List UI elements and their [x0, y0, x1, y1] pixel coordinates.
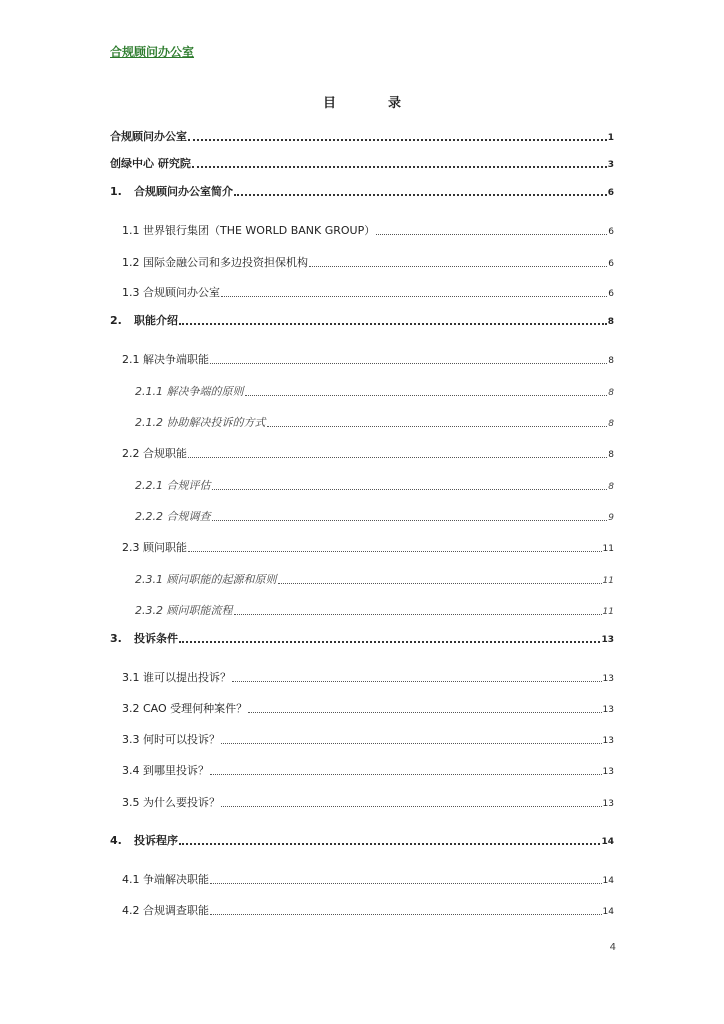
- toc-entry-label: [135, 385, 244, 399]
- toc-entry-page: 8: [608, 356, 614, 366]
- toc-entry-text: 4.2 合规调查职能: [122, 904, 209, 917]
- toc-leader-dots: [212, 481, 608, 490]
- toc-entry-page: 13: [602, 705, 614, 715]
- toc-entry-text: 投诉程序: [134, 834, 178, 847]
- toc-leader-dots: [212, 512, 608, 521]
- toc-entry[interactable]: [110, 157, 614, 172]
- toc-entry-label: [135, 573, 277, 587]
- toc-entry-text: 2.3.1 顾问职能的起源和原则: [135, 573, 277, 586]
- toc-entry-label: [135, 479, 211, 493]
- toc-entry-text: 2.1.2 协助解决投诉的方式: [135, 416, 266, 429]
- toc-entry[interactable]: [122, 671, 614, 686]
- toc-leader-dots: [245, 387, 608, 396]
- toc-leader-dots: [221, 288, 607, 297]
- toc-entry-page: 14: [602, 876, 614, 886]
- toc-leader-dots: [210, 875, 602, 884]
- toc-entry[interactable]: [122, 796, 614, 811]
- toc-entry[interactable]: [135, 510, 614, 525]
- toc-entry-text: 1.1 世界银行集团（THE WORLD BANK GROUP）: [122, 224, 376, 237]
- toc-leader-dots: [234, 606, 602, 615]
- toc-title: 目录: [322, 96, 453, 111]
- toc-entry-page: 8: [607, 317, 614, 327]
- toc-entry-page: 13: [602, 674, 614, 684]
- toc-entry-page: 8: [608, 450, 614, 460]
- toc-entry-label: [135, 604, 233, 618]
- toc-entry-text: 1.3 合规顾问办公室: [122, 286, 220, 299]
- toc-leader-dots: [188, 131, 607, 141]
- toc-entry-page: 8: [608, 388, 614, 398]
- toc-entry-label: [110, 632, 178, 646]
- toc-entry[interactable]: [122, 353, 614, 368]
- toc-leader-dots: [267, 418, 608, 427]
- toc-entry[interactable]: [110, 314, 614, 329]
- toc-entry-text: 合规顾问办公室简介: [134, 185, 233, 198]
- toc-leader-dots: [179, 835, 600, 845]
- toc-entry[interactable]: [135, 385, 614, 400]
- toc-leader-dots: [376, 226, 607, 235]
- toc-entry-page: 14: [601, 837, 614, 847]
- toc-entry-text: 职能介绍: [134, 314, 178, 327]
- toc-entry-label: [122, 764, 209, 778]
- toc-leader-dots: [188, 449, 607, 458]
- toc-leader-dots: [278, 575, 602, 584]
- toc-entry-text: 2.2.2 合规调查: [135, 510, 211, 523]
- toc-leader-dots: [232, 673, 602, 682]
- toc-entry-label: [110, 130, 187, 144]
- toc-entry[interactable]: [122, 764, 614, 779]
- toc-entry-label: [122, 286, 220, 300]
- toc-entry-text: 3.2 CAO 受理何种案件？: [122, 702, 248, 715]
- toc-leader-dots: [248, 704, 601, 713]
- toc-entry[interactable]: [110, 130, 614, 145]
- toc-entry-page: 13: [602, 736, 614, 746]
- toc-entry-label: [122, 671, 231, 685]
- toc-entry-label: [110, 185, 233, 199]
- toc-entry-text: 3.5 为什么要投诉？: [122, 796, 220, 809]
- toc-entry[interactable]: [135, 416, 614, 431]
- toc-leader-dots: [234, 186, 607, 196]
- toc-entry-text: 3.4 到哪里投诉？: [122, 764, 209, 777]
- toc-entry-label: [122, 702, 247, 716]
- toc-entry[interactable]: [122, 733, 614, 748]
- toc-entry[interactable]: [135, 573, 614, 588]
- toc-entry-page: 6: [607, 188, 614, 198]
- toc-entry-text: 2.3 顾问职能: [122, 541, 187, 554]
- toc-entry-number: 4.: [110, 834, 122, 847]
- toc-entry[interactable]: [122, 256, 614, 271]
- toc-entry-page: 1: [607, 133, 614, 143]
- toc-entry-page: 8: [608, 419, 614, 429]
- toc-entry-label: [110, 314, 178, 328]
- toc-entry-page: 11: [602, 544, 614, 554]
- header-link[interactable]: 合规顾问办公室: [110, 45, 195, 59]
- toc-entry-page: 11: [602, 607, 614, 617]
- toc-leader-dots: [210, 766, 602, 775]
- toc-leader-dots: [210, 906, 602, 915]
- toc-entry-label: [135, 416, 266, 430]
- toc-entry[interactable]: [122, 224, 614, 239]
- toc-entry-page: 6: [608, 289, 614, 299]
- toc-entry-label: [110, 834, 178, 848]
- toc-entry[interactable]: [122, 541, 614, 556]
- toc-leader-dots: [221, 735, 602, 744]
- toc-entry-label: [122, 873, 209, 887]
- toc-entry-label: [135, 510, 211, 524]
- toc-leader-dots: [309, 258, 607, 267]
- toc-entry-label: [122, 447, 187, 461]
- toc-entry-number: 3.: [110, 632, 122, 645]
- toc-entry[interactable]: [122, 447, 614, 462]
- toc-entry-number: 2.: [110, 314, 122, 327]
- toc-entry-text: 2.3.2 顾问职能流程: [135, 604, 233, 617]
- toc-entry[interactable]: [122, 702, 614, 717]
- toc-entry-page: 6: [608, 259, 614, 269]
- toc-entry-text: 2.2.1 合规评估: [135, 479, 211, 492]
- toc-entry-text: 创绿中心 研究院: [110, 157, 191, 170]
- toc-entry-text: 2.2 合规职能: [122, 447, 187, 460]
- toc-entry-page: 8: [608, 482, 614, 492]
- toc-entry[interactable]: [122, 873, 614, 888]
- toc-entry-label: [122, 733, 220, 747]
- toc-entry[interactable]: [110, 834, 614, 849]
- toc-entry[interactable]: [122, 286, 614, 301]
- toc-entry-label: [122, 353, 209, 367]
- toc-entry-text: 3.3 何时可以投诉？: [122, 733, 220, 746]
- page-number: 4: [609, 942, 616, 953]
- toc-entry-text: 合规顾问办公室: [110, 130, 187, 143]
- toc-entry[interactable]: [135, 604, 614, 619]
- toc-leader-dots: [221, 798, 602, 807]
- toc-entry-page: 13: [602, 799, 614, 809]
- toc-entry-text: 4.1 争端解决职能: [122, 873, 209, 886]
- toc-entry-label: [122, 224, 375, 238]
- toc-entry-label: [122, 904, 209, 918]
- toc-entry-page: 9: [608, 513, 614, 523]
- toc-entry-label: [122, 796, 220, 810]
- toc-entry-page: 11: [602, 576, 614, 586]
- toc-leader-dots: [188, 543, 602, 552]
- toc-entry-number: 1.: [110, 185, 122, 198]
- toc-entry-text: 3.1 谁可以提出投诉？: [122, 671, 231, 684]
- toc-entry-text: 2.1 解决争端职能: [122, 353, 209, 366]
- toc-entry-text: 2.1.1 解决争端的原则: [135, 385, 244, 398]
- toc-entry-text: 1.2 国际金融公司和多边投资担保机构: [122, 256, 308, 269]
- toc-entry[interactable]: [135, 479, 614, 494]
- toc-entry-page: 3: [607, 160, 614, 170]
- toc-leader-dots: [192, 158, 607, 168]
- toc-entry-label: [122, 256, 308, 270]
- toc-entry-text: 投诉条件: [134, 632, 178, 645]
- toc-entry-page: 13: [602, 767, 614, 777]
- toc-leader-dots: [179, 315, 607, 325]
- toc-entry-page: 13: [601, 635, 614, 645]
- toc-entry[interactable]: [122, 904, 614, 919]
- toc-entry-label: [110, 157, 191, 171]
- toc-leader-dots: [210, 355, 607, 364]
- toc-entry-page: 6: [608, 227, 614, 237]
- toc-entry[interactable]: [110, 632, 614, 647]
- toc-leader-dots: [179, 633, 600, 643]
- toc-entry-page: 14: [602, 907, 614, 917]
- toc-entry-label: [122, 541, 187, 555]
- toc-entry[interactable]: [110, 185, 614, 200]
